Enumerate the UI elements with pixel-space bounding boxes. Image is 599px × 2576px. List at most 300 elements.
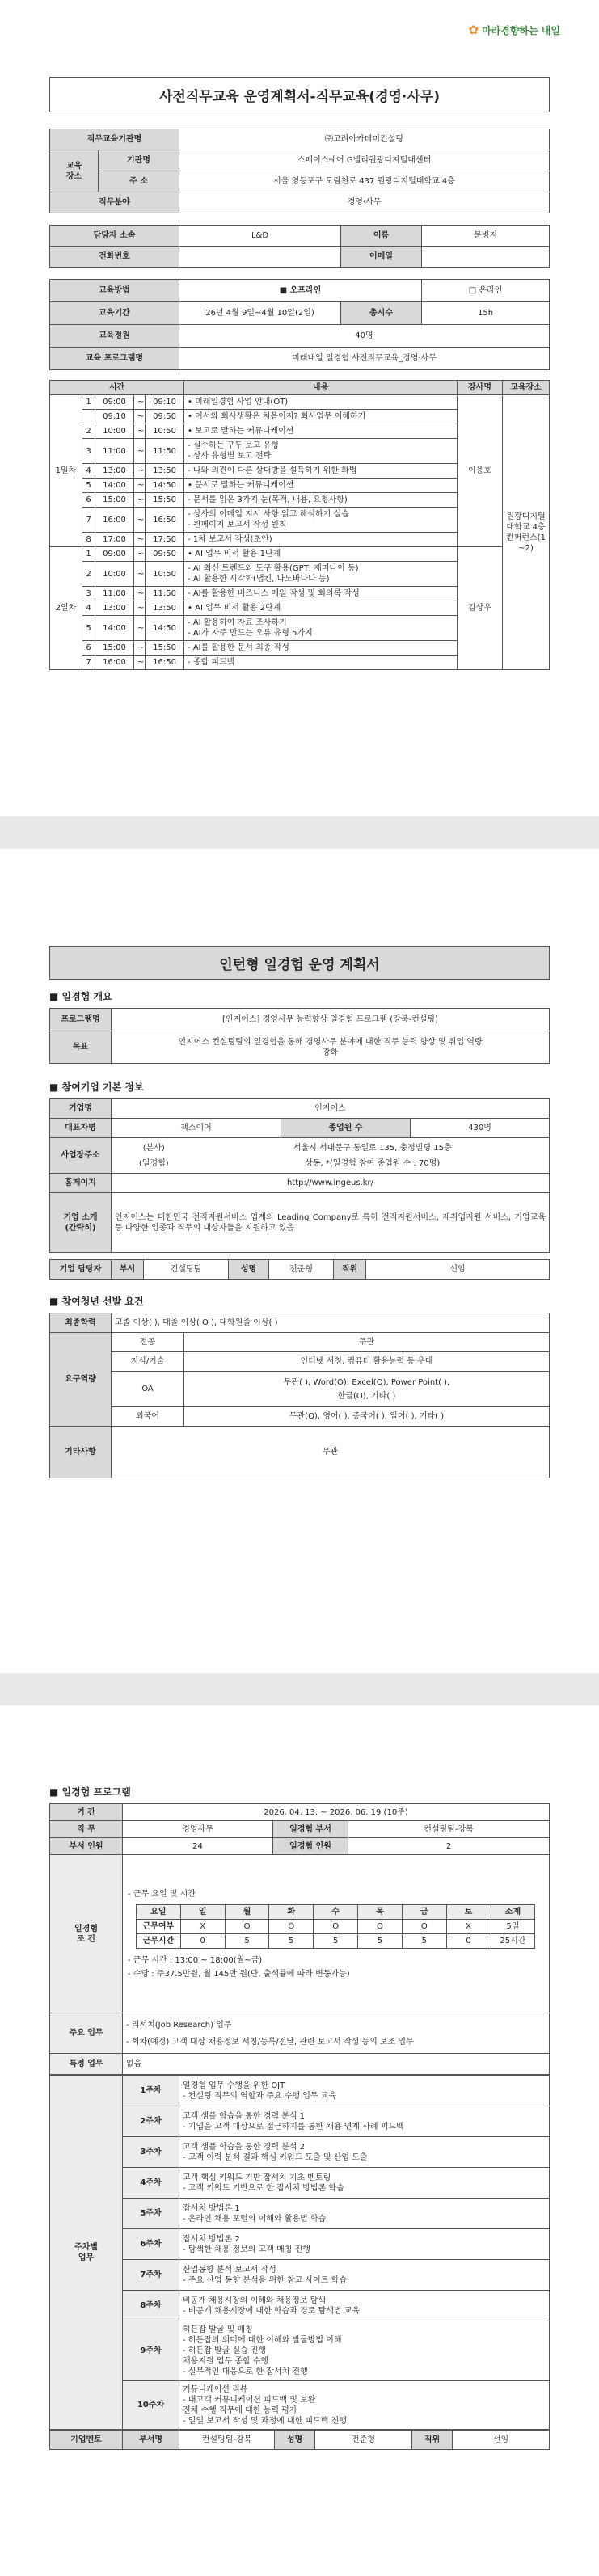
task-line: - 히든잡의 의미에 대한 이해와 발굴방법 이해 bbox=[183, 2336, 342, 2345]
oa-value bbox=[184, 1372, 550, 1407]
web-link[interactable]: http://www.ingeus.kr/ bbox=[112, 1174, 550, 1193]
content-line: • 미래일경험 사업 안내(OT) bbox=[188, 398, 289, 407]
week-number: 7주차 bbox=[123, 2260, 179, 2291]
edu-place: 원광디지털대학교 4층 컨퍼런스(1~2) bbox=[503, 395, 550, 670]
tel-value bbox=[179, 247, 341, 268]
edu-place-label: 교육 장소 bbox=[50, 150, 99, 192]
end-time: 13:50 bbox=[146, 464, 184, 479]
intro-value: 인지어스는 대한민국 전직지원서비스 업계의 Leading Company로 특히 전직지원서비스, 재취업지원 서비스, 기업교육 등 다양한 업종과 직무의 대상자들을 지원하고 있음 bbox=[112, 1193, 550, 1253]
work-label: 근무여부 bbox=[137, 1919, 181, 1933]
schedule-content bbox=[184, 547, 458, 562]
p3-cond-label: 일경험 조 건 bbox=[50, 1855, 123, 2013]
skill-label: 지식/기술 bbox=[112, 1352, 184, 1372]
task-line: 잡서치 방법론 2 bbox=[183, 2234, 240, 2244]
cond-line-2: - 수당 : 주37.5만원, 월 145만 원(단, 출석률에 따라 변동가능) bbox=[128, 1969, 350, 1979]
time-sep: ~ bbox=[134, 493, 146, 508]
p3-note-value: 없음 bbox=[123, 2054, 550, 2075]
schedule-row bbox=[50, 395, 550, 410]
schedule-content bbox=[184, 656, 458, 670]
major-value: 무관 bbox=[184, 1333, 550, 1352]
day-label: 1일차 bbox=[50, 395, 82, 547]
week-row bbox=[50, 2076, 550, 2106]
start-time: 15:00 bbox=[95, 493, 134, 508]
task-line: - 기업을 고객 대상으로 접근하지를 통한 채용 연계 사례 피드백 bbox=[183, 2122, 404, 2131]
addr-work-label: (일경험) bbox=[138, 1158, 169, 1168]
week-number: 2주차 bbox=[123, 2106, 179, 2137]
mentor-pos-label: 직위 bbox=[412, 2431, 453, 2450]
mgr-pos-label: 직위 bbox=[334, 1260, 366, 1280]
addr-value: 서울 영등포구 도림천로 437 원광디지털대학교 4층 bbox=[179, 171, 550, 192]
skill-value: 인터넷 서칭, 컴퓨터 활용능력 등 우대 bbox=[184, 1352, 550, 1372]
period-number: 3 bbox=[82, 587, 95, 601]
hour-cell: 5 bbox=[358, 1933, 403, 1948]
start-time: 10:00 bbox=[95, 562, 134, 587]
period-number: 1 bbox=[82, 395, 95, 410]
task-line: 고객 샘플 학습을 통한 경력 분석 2 bbox=[183, 2142, 306, 2152]
weekly-label: 주차별 업무 bbox=[50, 2076, 123, 2430]
content-line: • AI 업무 비서 활용 1단계 bbox=[188, 550, 281, 559]
overview-table bbox=[49, 1008, 550, 1064]
period-number: 7 bbox=[82, 656, 95, 670]
time-sep: ~ bbox=[134, 587, 146, 601]
content-line: - AI가 자주 만드는 오류 유형 5가지 bbox=[188, 629, 313, 638]
end-time: 09:10 bbox=[146, 395, 184, 410]
content-line: - 종합 피드백 bbox=[188, 658, 235, 667]
p2-title: 인턴형 일경험 운영 계획서 bbox=[49, 946, 550, 980]
task-line: - 비공개 채용시장에 대한 학습과 경로 탐색법 교육 bbox=[183, 2306, 361, 2316]
p3-dept-cnt-label: 부서 인원 bbox=[50, 1838, 123, 1855]
mgr-pos-value: 선임 bbox=[366, 1260, 550, 1280]
corp-value: 인지어스 bbox=[112, 1099, 550, 1119]
end-time: 16:50 bbox=[146, 656, 184, 670]
task-line: - 고객 이력 분석 결과 핵심 키워드 도출 및 산업 도출 bbox=[183, 2152, 368, 2162]
addr-values bbox=[196, 1138, 550, 1174]
content-line: - AI 활용한 시각화(냅킨, 나노바나나 등) bbox=[188, 575, 330, 584]
company-table bbox=[49, 1098, 550, 1253]
content-line: - 상사의 이메일 지시 사항 읽고 해석하기 실습 bbox=[188, 510, 349, 519]
week-tasks bbox=[179, 2321, 550, 2381]
start-time: 15:00 bbox=[95, 641, 134, 656]
content-line: - 1차 보고서 작성(초안) bbox=[188, 535, 272, 544]
week-row bbox=[50, 2229, 550, 2260]
period-number: 3 bbox=[82, 439, 95, 464]
edu-label: 최종학력 bbox=[50, 1313, 112, 1333]
p3-main-label: 주요 업무 bbox=[50, 2013, 123, 2054]
goal-label: 목표 bbox=[50, 1031, 112, 1064]
mentor-pos-value: 선임 bbox=[453, 2431, 550, 2450]
sched-head-content: 내용 bbox=[184, 381, 458, 395]
doc-title: 사전직무교육 운영계획서-직무교육(경영·사무) bbox=[49, 77, 550, 112]
lecturer-name: 김상우 bbox=[458, 547, 503, 670]
prog-label: 프로그램명 bbox=[50, 1009, 112, 1031]
schedule-content bbox=[184, 601, 458, 616]
mentor-name-value: 전준형 bbox=[315, 2431, 412, 2450]
content-line: • 어서와 회사생활은 처음이지? 회사업무 이해하기 bbox=[188, 412, 366, 421]
period-number: 6 bbox=[82, 493, 95, 508]
time-sep: ~ bbox=[134, 601, 146, 616]
p3-site-label: 일경험 부서 bbox=[273, 1821, 348, 1838]
time-sep: ~ bbox=[134, 547, 146, 562]
hour-cell: 0 bbox=[180, 1933, 225, 1948]
hour-cell: 5 bbox=[314, 1933, 358, 1948]
addr-work-value: 상동, *(일경험 참여 종업원 수 : 70명) bbox=[305, 1158, 441, 1168]
week-tasks bbox=[179, 2168, 550, 2199]
end-time: 09:50 bbox=[146, 410, 184, 424]
goal-value: 인지어스 컨설팅팀의 일경험을 통해 경영사무 분야에 대한 직무 능력 향상 및 취업 역량 강화 bbox=[112, 1031, 550, 1064]
hour-cell: 5 bbox=[269, 1933, 314, 1948]
end-time: 16:50 bbox=[146, 508, 184, 533]
hour-label: 근무시간 bbox=[137, 1933, 181, 1948]
mgr-dept-label: 부서 bbox=[112, 1260, 144, 1280]
weekly-table bbox=[49, 2075, 550, 2430]
schedule-content bbox=[184, 439, 458, 464]
end-time: 15:50 bbox=[146, 493, 184, 508]
week-row bbox=[50, 2321, 550, 2381]
schedule-content bbox=[184, 508, 458, 533]
week-number: 6주차 bbox=[123, 2229, 179, 2260]
content-line: • 보고로 말하는 커뮤니케이션 bbox=[188, 427, 294, 436]
ceo-label: 대표자명 bbox=[50, 1119, 112, 1138]
start-time: 11:00 bbox=[95, 439, 134, 464]
day-head: 월 bbox=[225, 1904, 269, 1919]
ceo-value: 책소이어 bbox=[112, 1119, 281, 1138]
mentor-name-label: 성명 bbox=[275, 2431, 315, 2450]
section-overview: ■ 일경험 개요 bbox=[49, 989, 550, 1003]
schedule-content bbox=[184, 479, 458, 493]
dept-label: 담당자 소속 bbox=[50, 226, 179, 247]
schedule-row bbox=[50, 547, 550, 562]
period-number: 6 bbox=[82, 641, 95, 656]
period-value: 26년 4월 9일~4월 10일(2일) bbox=[179, 302, 341, 325]
end-time: 14:50 bbox=[146, 479, 184, 493]
time-sep: ~ bbox=[134, 424, 146, 439]
p3-cond-value bbox=[123, 1855, 550, 2013]
task-line: 채용지원 업무 종합 수행 bbox=[183, 2357, 269, 2366]
agency-value: ㈜고려아카데미컨설팅 bbox=[179, 129, 550, 150]
logo-mark-icon: ✿ bbox=[468, 23, 479, 37]
content-line: - 상사 유형별 보고 전략 bbox=[188, 452, 272, 461]
time-sep: ~ bbox=[134, 395, 146, 410]
hour-cell: 0 bbox=[446, 1933, 491, 1948]
period-number: 7 bbox=[82, 508, 95, 533]
week-number: 5주차 bbox=[123, 2199, 179, 2229]
section-company: ■ 참여기업 기본 정보 bbox=[49, 1080, 550, 1094]
task-line: - 일일 보고서 작성 및 과정에 대한 피드백 진행 bbox=[183, 2416, 347, 2426]
emp-value: 430명 bbox=[411, 1119, 550, 1138]
content-line: - AI 최신 트렌드와 도구 활용(GPT, 제미나이 등) bbox=[188, 564, 359, 573]
lang-value: 무관(O), 영어( ), 중국어( ), 일어( ), 기타( ) bbox=[184, 1407, 550, 1427]
oa-label: OA bbox=[112, 1372, 184, 1407]
content-line: - AI를 활용한 비즈니스 메일 작성 및 회의록 작성 bbox=[188, 589, 360, 598]
field-value: 경영·사무 bbox=[179, 192, 550, 213]
field-label: 직무분야 bbox=[50, 192, 179, 213]
task-line: 커뮤니케이션 리뷰 bbox=[183, 2384, 248, 2394]
sched-head-place: 교육장소 bbox=[503, 381, 550, 395]
end-time: 13:50 bbox=[146, 601, 184, 616]
period-number: 5 bbox=[82, 479, 95, 493]
content-line: • 문서로 말하는 커뮤니케이션 bbox=[188, 481, 294, 490]
schedule-content bbox=[184, 424, 458, 439]
start-time: 13:00 bbox=[95, 601, 134, 616]
period-number: 5 bbox=[82, 616, 95, 641]
work-cell: O bbox=[314, 1919, 358, 1933]
start-time: 11:00 bbox=[95, 587, 134, 601]
day-head: 소계 bbox=[491, 1904, 535, 1919]
content-line: - AI를 활용한 문서 최종 작성 bbox=[188, 643, 289, 652]
week-row bbox=[50, 2291, 550, 2321]
corp-label: 기업명 bbox=[50, 1099, 112, 1119]
time-sep: ~ bbox=[134, 656, 146, 670]
cond-line-1: - 근무 시간 : 13:00 ~ 18:00(월~금) bbox=[128, 1955, 263, 1965]
prog-value: [인지어스] 경영사무 능력향상 일경험 프로그램 (강북-컨설팅) bbox=[112, 1009, 550, 1031]
schedule-content bbox=[184, 410, 458, 424]
content-line: - AI 활용하여 자료 조사하기 bbox=[188, 618, 287, 627]
oa-line-1: 무관( ), Word(O); Excel(O), Power Point( ), bbox=[283, 1377, 450, 1387]
schedule-content bbox=[184, 587, 458, 601]
week-number: 8주차 bbox=[123, 2291, 179, 2321]
dept-value: L&D bbox=[179, 226, 341, 247]
period-number: 2 bbox=[82, 562, 95, 587]
main-line-1: - 리서치(Job Research) 업무 bbox=[126, 2020, 232, 2030]
week-row bbox=[50, 2260, 550, 2291]
program-label: 교육 프로그램명 bbox=[50, 348, 179, 370]
main-line-2: - 회차(예정) 고객 대상 채용정보 서칭/등록/전달, 관련 보고서 작성 등의 보조 업무 bbox=[126, 2037, 414, 2047]
week-tasks bbox=[179, 2106, 550, 2137]
req-label: 요구역량 bbox=[50, 1333, 112, 1427]
p3-main-value bbox=[123, 2013, 550, 2054]
p3-dept-cnt-value: 24 bbox=[123, 1838, 273, 1855]
start-time: 09:00 bbox=[95, 395, 134, 410]
period-label: 교육기간 bbox=[50, 302, 179, 325]
page-3 bbox=[0, 1705, 599, 2576]
period-number: 4 bbox=[82, 601, 95, 616]
task-line: - 대고객 커뮤니케이션 피드백 및 보완 bbox=[183, 2395, 316, 2405]
work-cell: O bbox=[225, 1919, 269, 1933]
day-head: 요일 bbox=[137, 1904, 181, 1919]
end-time: 14:50 bbox=[146, 616, 184, 641]
corp-manager-table bbox=[49, 1259, 550, 1280]
task-line: 산업동향 분석 보고서 작성 bbox=[183, 2265, 276, 2275]
schedule-table bbox=[49, 380, 550, 670]
schedule-content bbox=[184, 533, 458, 547]
period-number: 2 bbox=[82, 424, 95, 439]
day-label: 2일차 bbox=[50, 547, 82, 670]
day-head: 토 bbox=[446, 1904, 491, 1919]
content-line: - 실수하는 구두 보고 유형 bbox=[188, 441, 279, 450]
week-number: 3주차 bbox=[123, 2137, 179, 2168]
venue-value: 스페이스쉐어 G밸리원광디지털대센터 bbox=[179, 150, 550, 171]
schedule-content bbox=[184, 493, 458, 508]
sched-head-time: 시간 bbox=[50, 381, 184, 395]
page-1 bbox=[0, 0, 599, 816]
email-value bbox=[422, 247, 550, 268]
etc-value: 무관 bbox=[112, 1427, 550, 1478]
mgr-name-value: 전준형 bbox=[269, 1260, 334, 1280]
sched-head-lecturer: 강사명 bbox=[458, 381, 503, 395]
work-cell: 5일 bbox=[491, 1919, 535, 1933]
name-value: 문병지 bbox=[422, 226, 550, 247]
mentor-table bbox=[49, 2430, 550, 2450]
task-line: - 히든잡 발굴 실습 진행 bbox=[183, 2346, 267, 2355]
time-sep: ~ bbox=[134, 616, 146, 641]
start-time: 13:00 bbox=[95, 464, 134, 479]
page-2 bbox=[0, 849, 599, 1673]
work-cell: O bbox=[402, 1919, 446, 1933]
method-online: □ 온라인 bbox=[422, 280, 550, 302]
mgr-name-label: 성명 bbox=[229, 1260, 269, 1280]
p3-exp-cnt-value: 2 bbox=[348, 1838, 550, 1855]
mgr-label: 기업 담당자 bbox=[50, 1260, 112, 1280]
agency-label: 직무교육기관명 bbox=[50, 129, 179, 150]
day-head: 일 bbox=[180, 1904, 225, 1919]
week-row bbox=[50, 2137, 550, 2168]
method-offline: ■ 오프라인 bbox=[179, 280, 422, 302]
etc-label: 기타사항 bbox=[50, 1427, 112, 1478]
end-time: 10:50 bbox=[146, 424, 184, 439]
contact-table bbox=[49, 225, 550, 268]
hour-cell: 25시간 bbox=[491, 1933, 535, 1948]
work-cell: X bbox=[446, 1919, 491, 1933]
day-head: 목 bbox=[358, 1904, 403, 1919]
content-line: - 원페이지 보고서 작성 원칙 bbox=[188, 521, 287, 529]
content-line: - 나와 의견이 다른 상대방을 설득하기 위한 화법 bbox=[188, 466, 357, 475]
mentor-dept-value: 컨설팅팀-강북 bbox=[179, 2431, 275, 2450]
start-time: 10:00 bbox=[95, 424, 134, 439]
week-number: 1주차 bbox=[123, 2076, 179, 2106]
period-number: 8 bbox=[82, 533, 95, 547]
work-cell: O bbox=[269, 1919, 314, 1933]
cond-head: - 근무 요일 및 시간 bbox=[128, 1889, 196, 1899]
week-row bbox=[50, 2106, 550, 2137]
week-tasks bbox=[179, 2291, 550, 2321]
task-line: - 주요 산업 동향 분석을 위한 참고 사이트 학습 bbox=[183, 2275, 347, 2285]
start-time: 16:00 bbox=[95, 656, 134, 670]
end-time: 17:50 bbox=[146, 533, 184, 547]
day-head: 화 bbox=[269, 1904, 314, 1919]
end-time: 10:50 bbox=[146, 562, 184, 587]
end-time: 11:50 bbox=[146, 439, 184, 464]
task-line: - 고객 키워드 기반으로 한 잡서치 방법론 학습 bbox=[183, 2183, 344, 2193]
start-time: 14:00 bbox=[95, 479, 134, 493]
section-requirements: ■ 참여청년 선발 요건 bbox=[49, 1294, 550, 1308]
week-tasks bbox=[179, 2199, 550, 2229]
time-sep: ~ bbox=[134, 410, 146, 424]
week-tasks bbox=[179, 2076, 550, 2106]
time-sep: ~ bbox=[134, 562, 146, 587]
lecturer-name: 이용호 bbox=[458, 395, 503, 547]
p3-duty-value: 경영사무 bbox=[123, 1821, 273, 1838]
week-tasks bbox=[179, 2229, 550, 2260]
p3-duty-label: 직 무 bbox=[50, 1821, 123, 1838]
end-time: 15:50 bbox=[146, 641, 184, 656]
start-time: 09:00 bbox=[95, 547, 134, 562]
capacity-label: 교육정원 bbox=[50, 325, 179, 348]
time-sep: ~ bbox=[134, 479, 146, 493]
start-time: 16:00 bbox=[95, 508, 134, 533]
p3-period-label: 기 간 bbox=[50, 1804, 123, 1821]
method-label: 교육방법 bbox=[50, 280, 179, 302]
schedule-content bbox=[184, 641, 458, 656]
task-line: 고객 핵심 키워드 기반 잡서치 기초 멘토링 bbox=[183, 2173, 331, 2182]
web-label: 홈페이지 bbox=[50, 1174, 112, 1193]
end-time: 09:50 bbox=[146, 547, 184, 562]
week-number: 10주차 bbox=[123, 2381, 179, 2430]
task-line: - 탐색한 채용 정보의 고객 매칭 진행 bbox=[183, 2245, 310, 2254]
week-row bbox=[50, 2381, 550, 2430]
lang-label: 외국어 bbox=[112, 1407, 184, 1427]
email-label: 이메일 bbox=[341, 247, 422, 268]
major-label: 전공 bbox=[112, 1333, 184, 1352]
work-cell: X bbox=[180, 1919, 225, 1933]
intro-label: 기업 소개 (간략히) bbox=[50, 1193, 112, 1253]
brand-logo bbox=[468, 23, 560, 37]
task-line: 히든잡 발굴 및 매칭 bbox=[183, 2325, 253, 2334]
task-line: 일경험 업무 수행을 위한 OJT bbox=[183, 2081, 285, 2090]
requirements-table bbox=[49, 1313, 550, 1478]
week-tasks bbox=[179, 2381, 550, 2430]
agency-table bbox=[49, 129, 550, 213]
task-line: - 온라인 채용 포털의 이해와 활용법 학습 bbox=[183, 2214, 327, 2224]
task-line: - 실무적인 대응으로 한 잡서치 진행 bbox=[183, 2367, 308, 2376]
week-number: 4주차 bbox=[123, 2168, 179, 2199]
addr-tags bbox=[112, 1138, 196, 1174]
addr-label: 사업장주소 bbox=[50, 1138, 112, 1174]
capacity-value: 40명 bbox=[179, 325, 550, 348]
week-tasks bbox=[179, 2260, 550, 2291]
period-number bbox=[82, 410, 95, 424]
start-time: 09:10 bbox=[95, 410, 134, 424]
edu-value: 고졸 이상( ), 대졸 이상( O ), 대학원졸 이상( ) bbox=[112, 1313, 550, 1333]
period-number: 1 bbox=[82, 547, 95, 562]
task-line: - 컨설팅 직무의 역할과 주요 수행 업무 교육 bbox=[183, 2091, 337, 2101]
day-head: 수 bbox=[314, 1904, 358, 1919]
end-time: 11:50 bbox=[146, 587, 184, 601]
hour-cell: 5 bbox=[402, 1933, 446, 1948]
addr-label: 주 소 bbox=[99, 171, 179, 192]
start-time: 14:00 bbox=[95, 616, 134, 641]
task-line: 고객 샘플 학습을 통한 경력 분석 1 bbox=[183, 2111, 306, 2121]
week-number: 9주차 bbox=[123, 2321, 179, 2381]
task-line: 잡서치 방법론 1 bbox=[183, 2203, 240, 2213]
day-head: 금 bbox=[402, 1904, 446, 1919]
p3-note-label: 특정 업무 bbox=[50, 2054, 123, 2075]
method-table bbox=[49, 279, 550, 370]
week-row bbox=[50, 2168, 550, 2199]
time-sep: ~ bbox=[134, 641, 146, 656]
venue-label: 기관명 bbox=[99, 150, 179, 171]
schedule-content bbox=[184, 464, 458, 479]
task-line: 전체 수행 직무에 대한 능력 평가 bbox=[183, 2405, 297, 2415]
week-tasks bbox=[179, 2137, 550, 2168]
schedule-content bbox=[184, 562, 458, 587]
emp-label: 종업원 수 bbox=[281, 1119, 411, 1138]
content-line: - 문서를 읽은 3가지 눈(목적, 내용, 요청사항) bbox=[188, 495, 348, 504]
schedule-content bbox=[184, 395, 458, 410]
mentor-label: 기업멘토 bbox=[50, 2431, 123, 2450]
p3-exp-cnt-label: 일경험 인원 bbox=[273, 1838, 348, 1855]
time-sep: ~ bbox=[134, 439, 146, 464]
time-sep: ~ bbox=[134, 533, 146, 547]
tel-label: 전화번호 bbox=[50, 247, 179, 268]
hours-value: 15h bbox=[422, 302, 550, 325]
period-number: 4 bbox=[82, 464, 95, 479]
mgr-dept-value: 컨설팅팀 bbox=[144, 1260, 229, 1280]
hour-cell: 5 bbox=[225, 1933, 269, 1948]
p3-period-value: 2026. 04. 13. ~ 2026. 06. 19 (10주) bbox=[123, 1804, 550, 1821]
mentor-dept-label: 부서명 bbox=[123, 2431, 179, 2450]
task-line: 비공개 채용시장의 이해와 채용정보 탐색 bbox=[183, 2296, 326, 2305]
hours-label: 총시수 bbox=[341, 302, 422, 325]
